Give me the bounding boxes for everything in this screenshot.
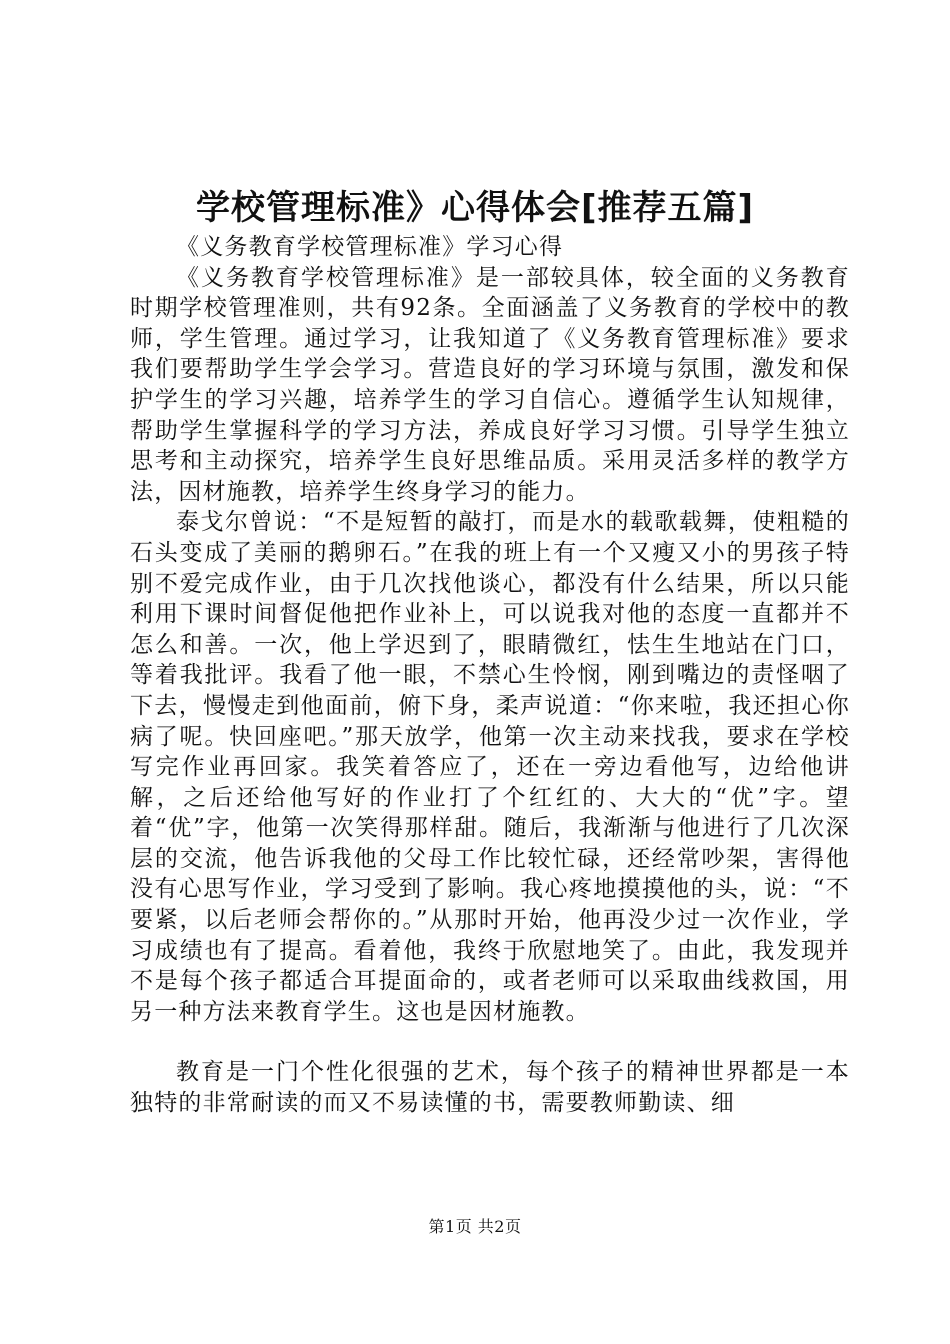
paragraph-2: 泰戈尔曾说：“不是短暂的敲打，而是水的载歌载舞，使粗糙的石头变成了美丽的鹅卵石。”在我的班上有一个又瘦又小的男孩子特别不爱完成作业，由于几次找他谈心，都没有什么结果，所以只能利用下课时间督促他把作业补上，可以说我对他的态度一直都并不怎么和善。一次，他上学迟到了，眼睛微红，怯生生地站在门口，等着我批评。我看了他一眼，不禁心生怜悯，刚到嘴边的责怪咽了下去，慢慢走到他面前，俯下身，柔声说道：“你来啦，我还担心你病了呢。快回座吧。”那天放学，他第一次主动来找我，要求在学校写完作业再回家。我笑着答应了，还在一旁边看他写，边给他讲解，之后还给他写好的作业打了个红红的、大大的“优”字。望着“优”字，他第一次笑得那样甜。随后，我渐渐与他进行了几次深层的交流，他告诉我他的父母工作比较忙碌，还经常吵架，害得他没有心思写作业，学习受到了影响。我心疼地摸摸他的头，说：“不要紧，以后老师会帮你的。”从那时开始，他再没少过一次作业，学习成绩也有了提高。看着他，我终于欣慰地笑了。由此，我发现并不是每个孩子都适合耳提面命的，或者老师可以采取曲线救国，用另一种方法来教育学生。这也是因材施教。 (130, 509, 850, 1025)
document-title: 学校管理标准》心得体会[推荐五篇] (195, 188, 755, 228)
paragraph-1: 《义务教育学校管理标准》是一部较具体，较全面的义务教育时期学校管理准则，共有92条。全面涵盖了义务教育的学校中的教师，学生管理。通过学习，让我知道了《义务教育管理标准》要求我们要帮助学生学会学习。营造良好的学习环境与氛围，激发和保护学生的学习兴趣，培养学生的学习自信心。遵循学生认知规律，帮助学生掌握科学的学习方法，养成良好学习习惯。引导学生独立思考和主动探究，培养学生良好思维品质。采用灵活多样的教学方法，因材施教，培养学生终身学习的能力。 (130, 264, 850, 505)
paragraph-3: 教育是一门个性化很强的艺术，每个孩子的精神世界都是一本独特的非常耐读的而又不易读懂的书，需要教师勤读、细 (130, 1059, 850, 1117)
page-footer: 第1页 共2页 (428, 1217, 522, 1236)
document-body (130, 232, 850, 1119)
paragraph-subtitle: 《义务教育学校管理标准》学习心得 (176, 234, 564, 260)
